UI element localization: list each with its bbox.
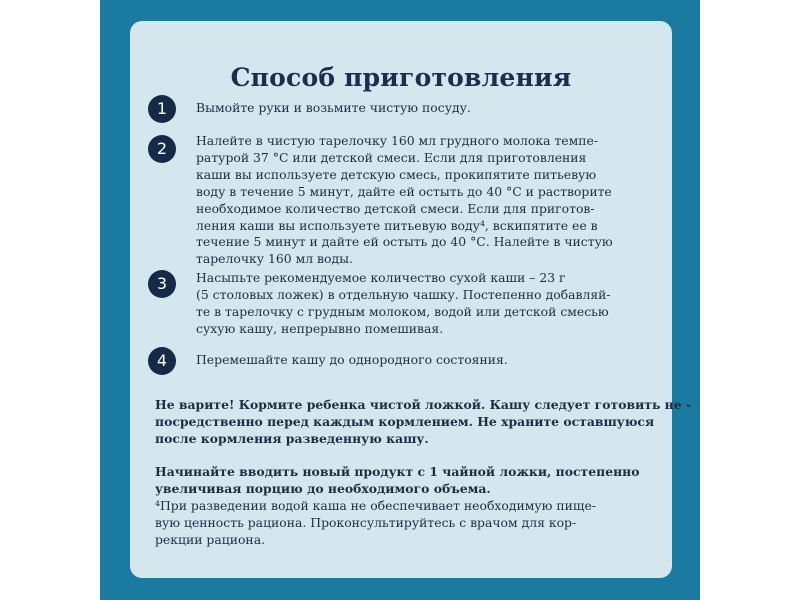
step-number-4: 4 (148, 347, 176, 375)
text-line: воду в течение 5 минут, дайте ей остыть до 40 °С и растворите (196, 183, 612, 199)
step-text-4 (196, 352, 657, 369)
text-line: те в тарелочку с грудным молоком, водой или детской смесью (196, 303, 609, 319)
text-line: увеличивая порцию до необходимого объема. (155, 480, 491, 496)
text-line: каши вы используете детскую смесь, прокипятите питьевую (196, 166, 597, 182)
step-number-1: 1 (148, 95, 176, 123)
text-line: после кормления разведенную кашу. (155, 430, 429, 446)
step-number-2: 2 (148, 135, 176, 163)
footnote-line: ⁴При разведении водой каша не обеспечивает необходимую пище- (155, 497, 596, 513)
instruction-card (130, 21, 692, 578)
text-line: сухую кашу, непрерывно помешивая. (196, 320, 444, 336)
text-line: Вымойте руки и возьмите чистую посуду. (196, 100, 471, 115)
text-line: течение 5 минут и дайте ей остыть до 40 °С. Налейте в чистую (196, 234, 613, 250)
text-line: ления каши вы используете питьевую воду⁴, вскипятите ее в (196, 217, 598, 233)
text-line: Не варите! Кормите ребенка чистой ложкой. Кашу следует готовить не - (155, 397, 692, 412)
introduction-note (155, 464, 652, 549)
step-number-3: 3 (148, 270, 176, 298)
text-line: Насыпьте рекомендуемое количество сухой каши – 23 г (196, 270, 566, 285)
page-title: Способ приготовления (230, 63, 572, 92)
footnote-line: вую ценность рациона. Проконсультируйтесь с врачом для кор- (155, 514, 577, 530)
text-line: (5 столовых ложек) в отдельную чашку. Постепенно добавляй- (196, 286, 611, 302)
text-line: посредственно перед каждым кормлением. Не храните оставшуюся (155, 413, 655, 429)
text-line: тарелочку 160 мл воды. (196, 251, 353, 267)
warning-note (155, 397, 692, 448)
text-line: необходимое количество детской смеси. Если для приготов- (196, 200, 595, 216)
text-line: Начинайте вводить новый продукт с 1 чайной ложки, постепенно (155, 464, 640, 479)
footnote-line: рекции рациона. (155, 531, 266, 547)
text-line: Налейте в чистую тарелочку 160 мл грудного молока темпе- (196, 133, 599, 148)
text-line: Перемешайте кашу до однородного состояния. (196, 352, 508, 367)
text-line: ратурой 37 °С или детской смеси. Если для приготовления (196, 149, 587, 165)
step-text-3 (196, 270, 657, 338)
step-text-2 (196, 133, 657, 268)
step-text-1 (196, 100, 657, 117)
